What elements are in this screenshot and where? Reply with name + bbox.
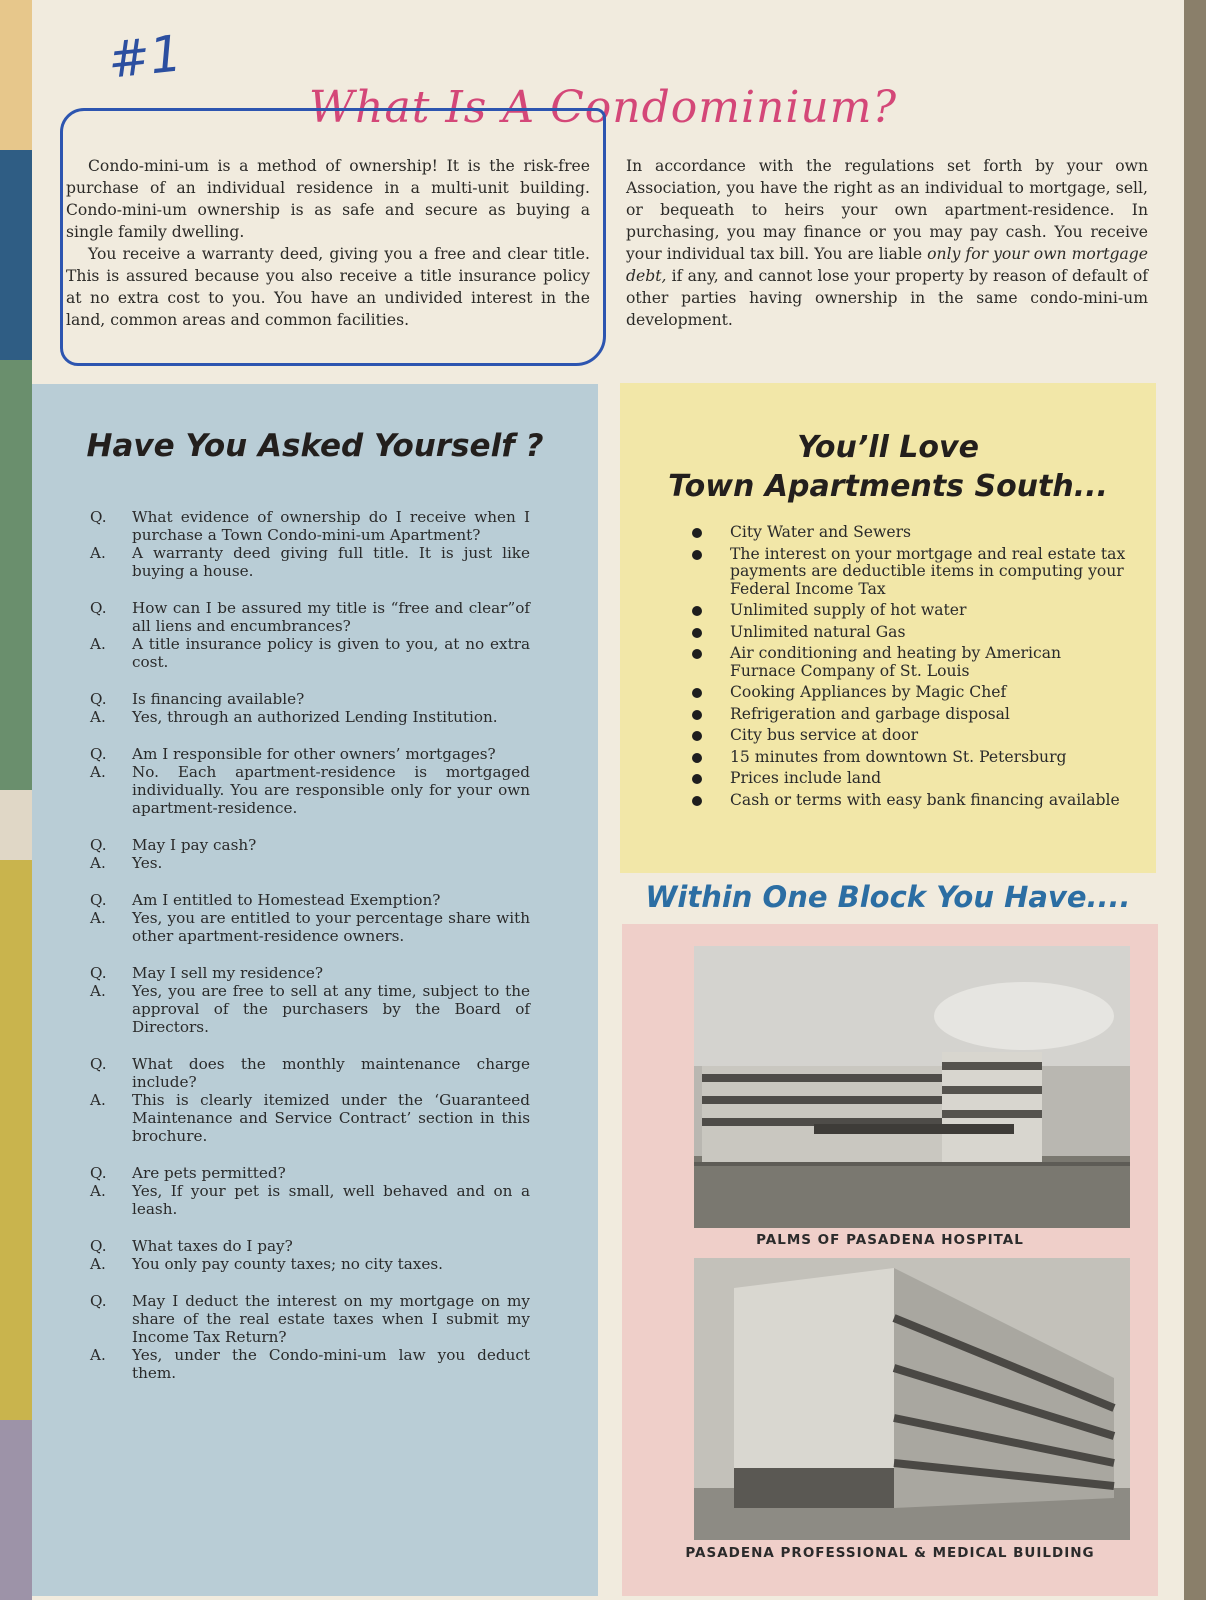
- intro-left-column: [66, 155, 590, 331]
- faq-answer: [90, 854, 530, 872]
- faq-question-text: What does the monthly maintenance charge include?: [132, 1055, 530, 1091]
- feature-item: [690, 524, 1126, 542]
- faq-question-label: Q.: [90, 891, 107, 909]
- feature-text: Unlimited natural Gas: [730, 622, 906, 641]
- faq-item: [90, 1237, 530, 1273]
- faq-answer: [90, 1346, 530, 1382]
- feature-text: Refrigeration and garbage disposal: [730, 704, 1010, 723]
- bullet-icon: [692, 710, 702, 720]
- faq-answer: [90, 1091, 530, 1145]
- faq-question-label: Q.: [90, 599, 107, 617]
- faq-answer-label: A.: [90, 982, 106, 1000]
- faq-answer: [90, 1255, 530, 1273]
- feature-item: [690, 770, 1126, 788]
- faq-question: [90, 745, 530, 763]
- feature-item: [690, 624, 1126, 642]
- faq-question-label: Q.: [90, 1164, 107, 1182]
- feature-text: Prices include land: [730, 769, 882, 787]
- faq-question: [90, 1292, 530, 1346]
- faq-question-label: Q.: [90, 508, 107, 526]
- faq-item: [90, 891, 530, 945]
- faq-question-text: What evidence of ownership do I receive when I purchase a Town Condo-mini-um Apartment?: [132, 508, 530, 544]
- faq-answer-label: A.: [90, 708, 106, 726]
- left-page-edge: [0, 0, 32, 1600]
- bullet-icon: [692, 731, 702, 741]
- faq-question-label: Q.: [90, 1237, 107, 1255]
- faq-item: [90, 508, 530, 580]
- feature-item: [690, 792, 1126, 810]
- bullet-icon: [692, 796, 702, 806]
- faq-question-label: Q.: [90, 1292, 107, 1310]
- faq-answer-text: Yes.: [132, 854, 163, 872]
- faq-answer-label: A.: [90, 1346, 106, 1364]
- faq-question-text: Is financing available?: [132, 690, 305, 708]
- bullet-icon: [692, 649, 702, 659]
- feature-item: [690, 684, 1126, 702]
- feature-text: 15 minutes from downtown St. Petersburg: [730, 747, 1067, 766]
- faq-question: [90, 1164, 530, 1182]
- faq-question-text: How can I be assured my title is “free and clear”of all liens and encumbrances?: [132, 599, 530, 635]
- faq-question: [90, 964, 530, 982]
- faq-answer: [90, 635, 530, 671]
- faq-question-text: May I deduct the interest on my mortgage on my share of the real estate taxes when I submit my Income Tax Return?: [132, 1292, 530, 1346]
- faq-answer: [90, 544, 530, 580]
- faq-question: [90, 508, 530, 544]
- faq-question: [90, 1237, 530, 1255]
- feature-text: Cash or terms with easy bank financing available: [730, 790, 1120, 809]
- intro-paragraph: You receive a warranty deed, giving you a free and clear title. This is assured because you also receive a title insurance policy at no extra cost to you. You have an undivided interest in the land, common areas and common facilities.: [66, 245, 590, 329]
- faq-item: [90, 1055, 530, 1145]
- faq-item: [90, 690, 530, 726]
- faq-answer-text: No. Each apartment-residence is mortgaged individually. You are responsible only for your own apartment-residence.: [132, 763, 530, 817]
- feature-item: [690, 706, 1126, 724]
- feature-text: Unlimited supply of hot water: [730, 601, 967, 619]
- bullet-icon: [692, 606, 702, 616]
- faq-answer-label: A.: [90, 1182, 106, 1200]
- faq-question-label: Q.: [90, 745, 107, 763]
- faq-answer-label: A.: [90, 1255, 106, 1273]
- faq-question-label: Q.: [90, 836, 107, 854]
- faq-answer-text: A warranty deed giving full title. It is just like buying a house.: [132, 544, 530, 580]
- faq-question: [90, 599, 530, 635]
- faq-answer-text: Yes, If your pet is small, well behaved and on a leash.: [132, 1182, 530, 1218]
- faq-question-label: Q.: [90, 964, 107, 982]
- feature-item: [690, 546, 1126, 599]
- faq-question-text: Am I entitled to Homestead Exemption?: [132, 891, 441, 909]
- feature-item: [690, 602, 1126, 620]
- italic-emphasis: only for your own mortgage debt,: [626, 245, 1149, 285]
- handwritten-number: #1: [105, 24, 185, 90]
- faq-item: [90, 964, 530, 1036]
- faq-question-label: Q.: [90, 690, 107, 708]
- intro-right-column: [626, 155, 1148, 331]
- faq-answer-label: A.: [90, 763, 106, 781]
- medical-building-caption: PASADENA PROFESSIONAL & MEDICAL BUILDING: [685, 1545, 1095, 1561]
- faq-answer-text: Yes, you are entitled to your percentage share with other apartment-residence owners.: [132, 909, 530, 945]
- faq-item: [90, 745, 530, 817]
- faq-question: [90, 891, 530, 909]
- faq-answer-text: Yes, through an authorized Lending Institution.: [132, 708, 498, 726]
- faq-item: [90, 599, 530, 671]
- faq-answer-label: A.: [90, 854, 106, 872]
- bullet-icon: [692, 753, 702, 763]
- faq-question-text: May I pay cash?: [132, 836, 257, 854]
- faq-answer: [90, 708, 530, 726]
- feature-text: Cooking Appliances by Magic Chef: [730, 683, 1007, 701]
- nearby-title: Within One Block You Have....: [645, 880, 1131, 914]
- faq-answer: [90, 982, 530, 1036]
- faq-answer-label: A.: [90, 1091, 106, 1109]
- hospital-caption: PALMS OF PASADENA HOSPITAL: [756, 1232, 1024, 1248]
- features-title: You’ll Love Town Apartments South...: [668, 430, 1108, 504]
- faq-answer-label: A.: [90, 635, 106, 653]
- faq-answer-text: A title insurance policy is given to you, at no extra cost.: [132, 635, 530, 671]
- bullet-icon: [692, 774, 702, 784]
- medical-building-photo: [694, 1258, 1130, 1540]
- faq-question-label: Q.: [90, 1055, 107, 1073]
- faq-answer: [90, 763, 530, 817]
- faq-list: [90, 508, 530, 1401]
- feature-text: City bus service at door: [730, 726, 919, 744]
- intro-paragraph: In accordance with the regulations set forth by your own Association, you have the right as an individual to mortgage, sell, or bequeath to heirs your own apartment-residence. In purchasing, you may finance or you may pay cash. You receive your individual tax bill. You are liable only for your own mortgage debt, if any, and cannot lose your property by reason of default of other parties having ownership in the same condo-mini-um development.: [626, 157, 1149, 329]
- faq-answer-label: A.: [90, 544, 106, 562]
- faq-answer-text: Yes, you are free to sell at any time, subject to the approval of the purchasers by the Board of Directors.: [132, 982, 530, 1036]
- features-list: [690, 524, 1126, 813]
- feature-item: [690, 749, 1126, 767]
- faq-answer: [90, 909, 530, 945]
- page-title: What Is A Condominium?: [308, 82, 898, 133]
- faq-question: [90, 690, 530, 708]
- feature-text: The interest on your mortgage and real estate tax payments are deductible items in computing your Federal Income Tax: [730, 544, 1126, 598]
- faq-question-text: Are pets permitted?: [132, 1164, 286, 1182]
- bullet-icon: [692, 550, 702, 560]
- faq-answer-text: You only pay county taxes; no city taxes.: [132, 1255, 443, 1273]
- faq-item: [90, 1164, 530, 1218]
- faq-question: [90, 1055, 530, 1091]
- faq-answer-text: This is clearly itemized under the ‘Guaranteed Maintenance and Service Contract’ section in this brochure.: [132, 1091, 530, 1145]
- faq-answer-label: A.: [90, 909, 106, 927]
- bullet-icon: [692, 628, 702, 638]
- feature-text: City Water and Sewers: [730, 523, 912, 541]
- intro-paragraph: Condo-mini-um is a method of ownership! It is the risk-free purchase of an individual residence in a multi-unit building. Condo-mini-um ownership is as safe and secure as buying a single family dwelling.: [66, 157, 590, 241]
- faq-question-text: What taxes do I pay?: [132, 1237, 293, 1255]
- faq-question-text: Am I responsible for other owners’ mortgages?: [132, 745, 496, 763]
- faq-item: [90, 1292, 530, 1382]
- faq-answer-text: Yes, under the Condo-mini-um law you deduct them.: [132, 1346, 530, 1382]
- faq-answer: [90, 1182, 530, 1218]
- faq-title: Have You Asked Yourself ?: [86, 428, 544, 464]
- feature-item: [690, 645, 1126, 680]
- feature-text: Air conditioning and heating by American Furnace Company of St. Louis: [730, 644, 1062, 680]
- bullet-icon: [692, 528, 702, 538]
- faq-question: [90, 836, 530, 854]
- bullet-icon: [692, 688, 702, 698]
- faq-question-text: May I sell my residence?: [132, 964, 324, 982]
- feature-item: [690, 727, 1126, 745]
- faq-item: [90, 836, 530, 872]
- hospital-photo: [694, 946, 1130, 1228]
